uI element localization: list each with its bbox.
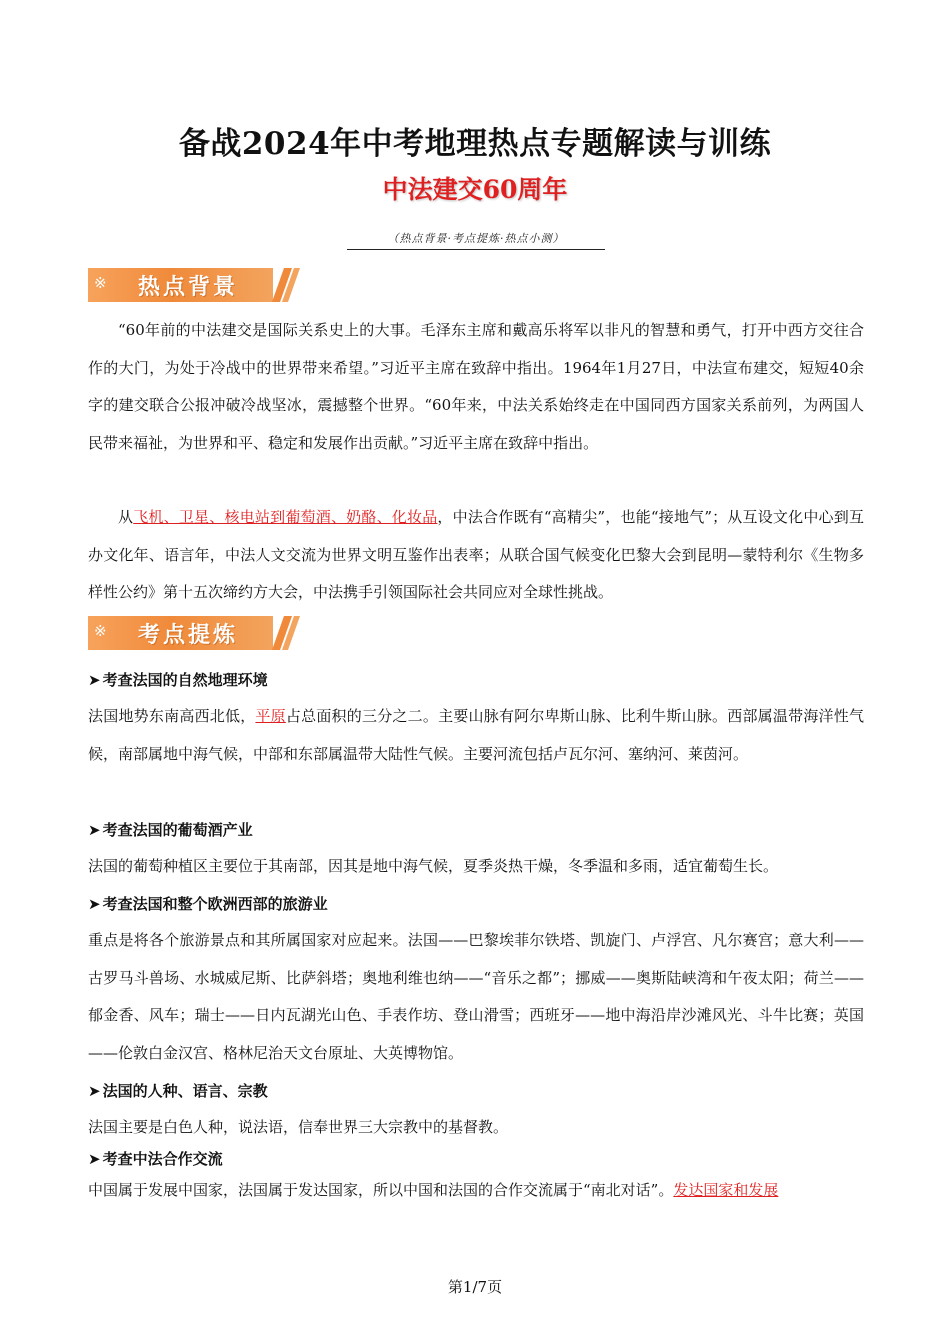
text-span: 占总面积的三分之二。主要山脉有阿尔卑斯山脉、比利牛斯山脉。西部属温带海洋性气候，南部属地中海气候，中部和东部属温带大陆性气候。主要河流包括卢瓦尔河、塞纳河、莱茵河。 xyxy=(88,707,864,763)
section-heading xyxy=(88,1080,268,1101)
heading-text: 考查法国的葡萄酒产业 xyxy=(102,821,253,839)
asterism-icon: ※ xyxy=(94,622,107,640)
banner-label: 考点提炼 xyxy=(138,623,239,648)
highlight-text: 平原 xyxy=(255,707,286,725)
text-span: 法国地势东南高西北低， xyxy=(88,707,256,725)
heading-text: 法国的人种、语言、宗教 xyxy=(102,1082,268,1100)
heading-text: 考查法国和整个欧洲西部的旅游业 xyxy=(102,895,328,913)
background-paragraph-1: “60年前的中法建交是国际关系史上的大事。毛泽东主席和戴高乐将军以非凡的智慧和勇气，打开中西方交往合作的大门，为处于冷战中的世界带来希望。”习近平主席在致辞中指出。1964年1月27日，中法宣布建交，短短40余字的建交联合公报冲破冷战坚冰，震撼整个世界。“60年来，中法关系始终走在中国同西方国家关系前列，为两国人民带来福祉，为世界和平、稳定和发展作出贡献。”习近平主席在致辞中指出。 xyxy=(88,321,864,452)
section-paragraph xyxy=(88,698,864,773)
arrow-bullet-icon: ➤ xyxy=(88,821,101,839)
banner-hot-background xyxy=(88,268,298,302)
text-span: 从 xyxy=(118,508,134,526)
arrow-bullet-icon: ➤ xyxy=(88,671,101,689)
section-paragraph: 重点是将各个旅游景点和其所属国家对应起来。法国——巴黎埃菲尔铁塔、凯旋门、卢浮宫、凡尔赛宫；意大利——古罗马斗兽场、水城威尼斯、比萨斜塔；奥地利维也纳——“音乐之都”；挪威——奥斯陆峡湾和午夜太阳；荷兰——郁金香、风车；瑞士——日内瓦湖光山色、手表作坊、登山滑雪；西班牙——地中海沿岸沙滩风光、斗牛比赛；英国——伦敦白金汉宫、格林尼治天文台原址、大英博物馆。 xyxy=(88,931,864,1062)
section-paragraph xyxy=(88,1172,864,1210)
asterism-icon: ※ xyxy=(94,274,107,292)
banner-label: 热点背景 xyxy=(138,275,239,300)
heading-text: 考查法国的自然地理环境 xyxy=(102,671,268,689)
section-tagline: （热点背景·考点提炼·热点小测） xyxy=(347,230,605,250)
section-heading xyxy=(88,1148,223,1169)
page-number: 第1/7页 xyxy=(447,1278,503,1296)
section-heading xyxy=(88,893,328,914)
banner-key-points xyxy=(88,616,298,650)
section-heading xyxy=(88,669,268,690)
section-paragraph: 法国主要是白色人种，说法语，信奉世界三大宗教中的基督教。 xyxy=(88,1118,509,1136)
stripes-decoration-icon xyxy=(266,616,300,650)
section-paragraph: 法国的葡萄种植区主要位于其南部，因其是地中海气候，夏季炎热干燥，冬季温和多雨，适宜葡萄生长。 xyxy=(88,857,779,875)
arrow-bullet-icon: ➤ xyxy=(88,1082,101,1100)
section-heading xyxy=(88,819,253,840)
arrow-bullet-icon: ➤ xyxy=(88,1150,101,1168)
text-span: ，中法合作既有“高精尖”，也能“接地气”；从互设文化中心到互办文化年、语言年，中法人文交流为世界文明互鉴作出表率；从联合国气候变化巴黎大会到昆明—蒙特利尔《生物多样性公约》第十五次缔约方大会，中法携手引领国际社会共同应对全球性挑战。 xyxy=(88,508,864,601)
heading-text: 考查中法合作交流 xyxy=(102,1150,223,1168)
background-paragraph-2 xyxy=(88,499,864,612)
arrow-bullet-icon: ➤ xyxy=(88,895,101,913)
document-title: 备战2024年中考地理热点专题解读与训练 xyxy=(178,126,772,162)
highlight-text: 飞机、卫星、核电站到葡萄酒、奶酪、化妆品 xyxy=(133,508,438,526)
document-subtitle: 中法建交60周年 xyxy=(382,175,568,204)
highlight-text: 发达国家和发展 xyxy=(673,1181,779,1199)
text-span: 中国属于发展中国家，法国属于发达国家，所以中国和法国的合作交流属于“南北对话”。 xyxy=(88,1181,674,1199)
stripes-decoration-icon xyxy=(266,268,300,302)
